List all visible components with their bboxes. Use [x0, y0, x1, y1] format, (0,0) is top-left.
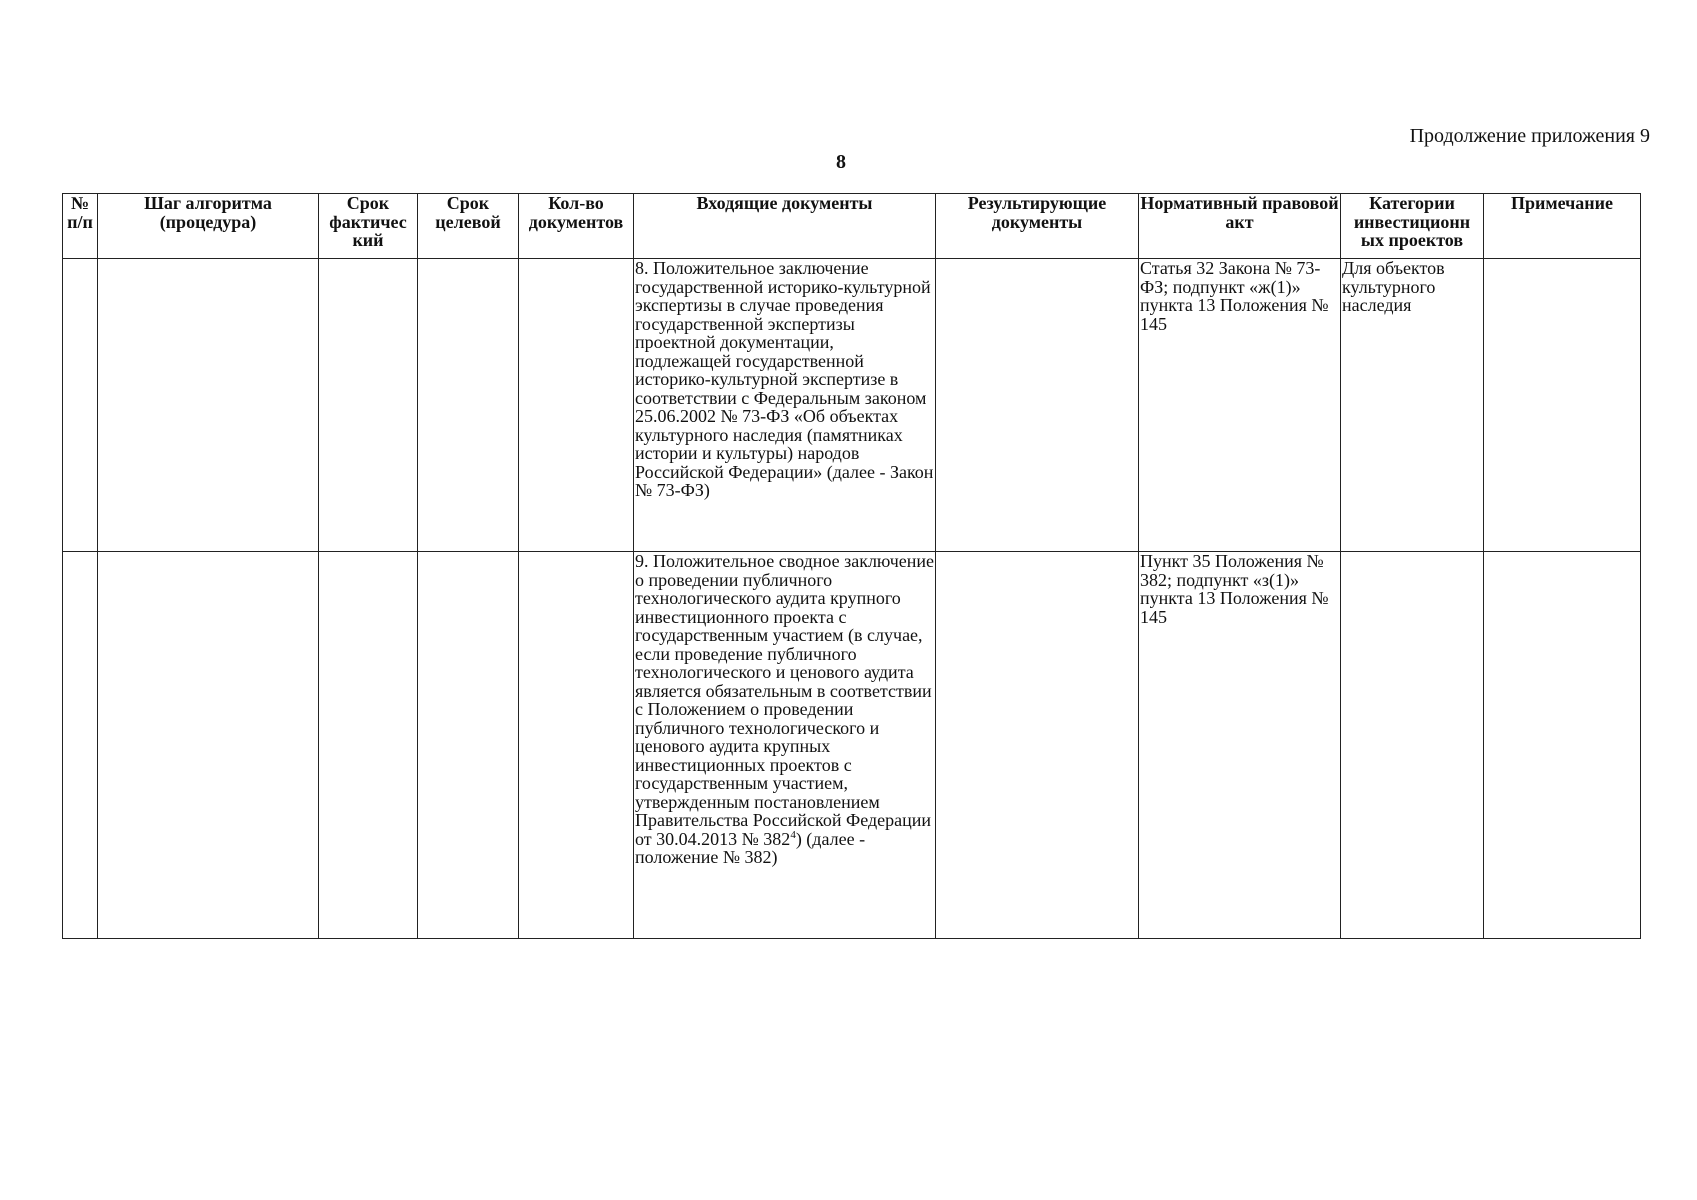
continuation-label: Продолжение приложения 9	[1409, 125, 1650, 147]
footnote-marker: 4	[790, 828, 796, 841]
table-header-row	[63, 194, 1641, 259]
cell-incoming-docs: 8. Положительное заключение государственной историко-культурной экспертизы в случае проведения государственной экспертизы проектной документации, подлежащей государственной историко-культурной экспертизе в соответствии с Федеральным законом 25.06.2002 № 73-ФЗ «Об объектах культурного наследия (памятниках истории и культуры) народов Российской Федерации» (далее - Закон № 73-ФЗ)	[634, 259, 936, 552]
cell-note	[1484, 552, 1641, 939]
page-number: 8	[836, 151, 846, 173]
col-header-term-target: Срок целевой	[418, 194, 519, 259]
incoming-text-tail: ) (далее - положение № 382)	[635, 828, 866, 867]
algorithm-table	[62, 193, 1641, 939]
cell-categories: Для объектов культурного наследия	[1341, 259, 1484, 552]
table-row	[63, 552, 1641, 939]
table-row	[63, 259, 1641, 552]
cell-term-target	[418, 552, 519, 939]
cell-number	[63, 552, 98, 939]
col-header-legal-act: Нормативный правовой акт	[1139, 194, 1341, 259]
cell-incoming-docs	[634, 552, 936, 939]
cell-legal-act: Статья 32 Закона № 73-ФЗ; подпункт «ж(1)» пункта 13 Положения № 145	[1139, 259, 1341, 552]
col-header-term-actual: Срок фактичес кий	[319, 194, 418, 259]
col-header-number: № п/п	[63, 194, 98, 259]
col-header-resulting-docs: Результирующие документы	[936, 194, 1139, 259]
incoming-text: 9. Положительное сводное заключение о проведении публичного технологического аудита крупного инвестиционного проекта с государственным участием (в случае, если проведение публичного технологического и ценового аудита является обязательным в соответствии с Положением о проведении публичного технологического и ценового аудита крупных инвестиционных проектов с государственным участием, утвержденным постановлением Правительства Российской Федерации от 30.04.2013 № 382	[635, 551, 934, 849]
cell-step	[98, 552, 319, 939]
col-header-doc-count: Кол-во документов	[519, 194, 634, 259]
col-header-categories: Категории инвестиционн ых проектов	[1341, 194, 1484, 259]
cell-term-target	[418, 259, 519, 552]
cell-categories	[1341, 552, 1484, 939]
cell-legal-act: Пункт 35 Положения № 382; подпункт «з(1)» пункта 13 Положения № 145	[1139, 552, 1341, 939]
col-header-incoming-docs: Входящие документы	[634, 194, 936, 259]
cell-term-actual	[319, 552, 418, 939]
cell-doc-count	[519, 259, 634, 552]
cell-note	[1484, 259, 1641, 552]
cell-number	[63, 259, 98, 552]
col-header-step: Шаг алгоритма (процедура)	[98, 194, 319, 259]
cell-term-actual	[319, 259, 418, 552]
col-header-note: Примечание	[1484, 194, 1641, 259]
cell-doc-count	[519, 552, 634, 939]
cell-resulting-docs	[936, 552, 1139, 939]
cell-step	[98, 259, 319, 552]
cell-resulting-docs	[936, 259, 1139, 552]
